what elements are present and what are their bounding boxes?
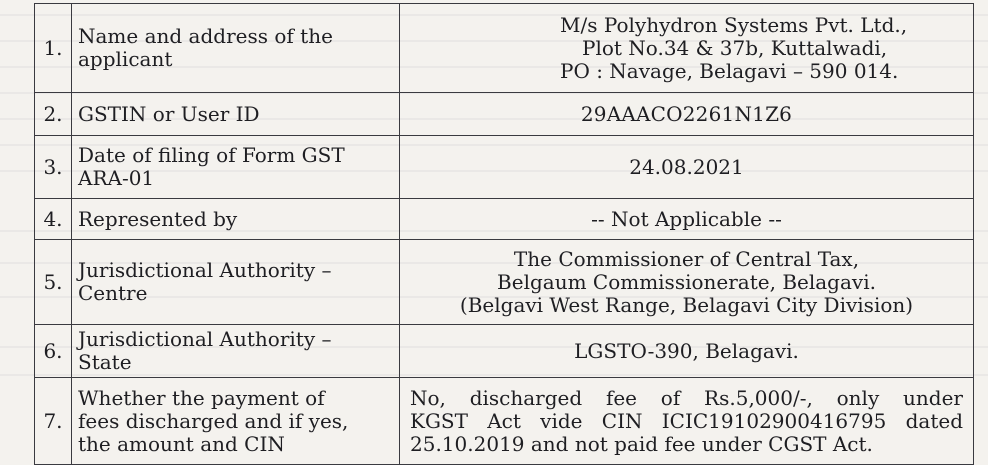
value-line: -- Not Applicable -- — [591, 206, 782, 231]
row-number: 5. — [35, 240, 72, 325]
label-line: applicant — [78, 47, 173, 71]
table-row — [35, 378, 974, 465]
value-line: M/s Polyhydron Systems Pvt. Ltd., — [560, 12, 908, 37]
value-line: LGSTO-390, Belagavi. — [574, 338, 799, 363]
state-authority-value — [400, 325, 974, 378]
label-line: GSTIN or User ID — [78, 101, 260, 126]
gstin-value — [400, 93, 974, 136]
label-line: the amount and CIN — [78, 431, 285, 456]
row-number: 2. — [35, 93, 72, 136]
value-line: Belgaum Commissionerate, Belagavi. — [497, 269, 876, 294]
row-number: 3. — [35, 136, 72, 199]
row-label — [72, 136, 400, 199]
fee-payment-value — [400, 378, 974, 465]
row-number: 6. — [35, 325, 72, 378]
represented-by-value — [400, 199, 974, 240]
table-row — [35, 240, 974, 325]
label-line: Whether the payment of — [78, 385, 325, 410]
value-line: KGST Act vide CIN ICIC19102900416795 dated — [410, 408, 963, 433]
label-line: Name and address of the — [78, 24, 333, 48]
label-line: Centre — [78, 281, 148, 305]
row-label — [72, 93, 400, 136]
label-line: Jurisdictional Authority – — [78, 327, 332, 351]
value-line: The Commissioner of Central Tax, — [513, 246, 860, 271]
value-line: (Belgavi West Range, Belagavi City Division) — [459, 292, 914, 317]
table-row — [35, 4, 974, 93]
table-row — [35, 93, 974, 136]
row-number: 4. — [35, 199, 72, 240]
applicant-details-table-wrapper — [34, 3, 974, 465]
row-label — [72, 240, 400, 325]
label-line: Represented by — [78, 206, 238, 231]
row-value — [400, 4, 974, 93]
label-line: ARA-01 — [78, 166, 155, 190]
row-label — [72, 378, 400, 465]
filing-date-value — [400, 136, 974, 199]
value-line: 24.08.2021 — [629, 154, 744, 179]
row-number: 1. — [35, 4, 72, 93]
table-row — [35, 325, 974, 378]
centre-authority-value — [400, 240, 974, 325]
value-line: No, discharged fee of Rs.5,000/-, only under — [410, 385, 963, 410]
table-row — [35, 199, 974, 240]
table-row — [35, 136, 974, 199]
label-line: Jurisdictional Authority – — [78, 258, 332, 282]
value-line: 29AAACO2261N1Z6 — [580, 101, 793, 126]
label-line: Date of filing of Form GST — [78, 143, 345, 167]
row-label — [72, 4, 400, 93]
row-number: 7. — [35, 378, 72, 465]
value-line: PO : Navage, Belagavi – 590 014. — [560, 58, 899, 83]
row-label — [72, 325, 400, 378]
label-line: fees discharged and if yes, — [78, 408, 349, 433]
row-label — [72, 199, 400, 240]
value-line: Plot No.34 & 37b, Kuttalwadi, — [582, 35, 888, 60]
label-line: State — [78, 350, 132, 374]
applicant-details-table — [34, 3, 974, 465]
value-line: 25.10.2019 and not paid fee under CGST Act. — [410, 431, 873, 456]
